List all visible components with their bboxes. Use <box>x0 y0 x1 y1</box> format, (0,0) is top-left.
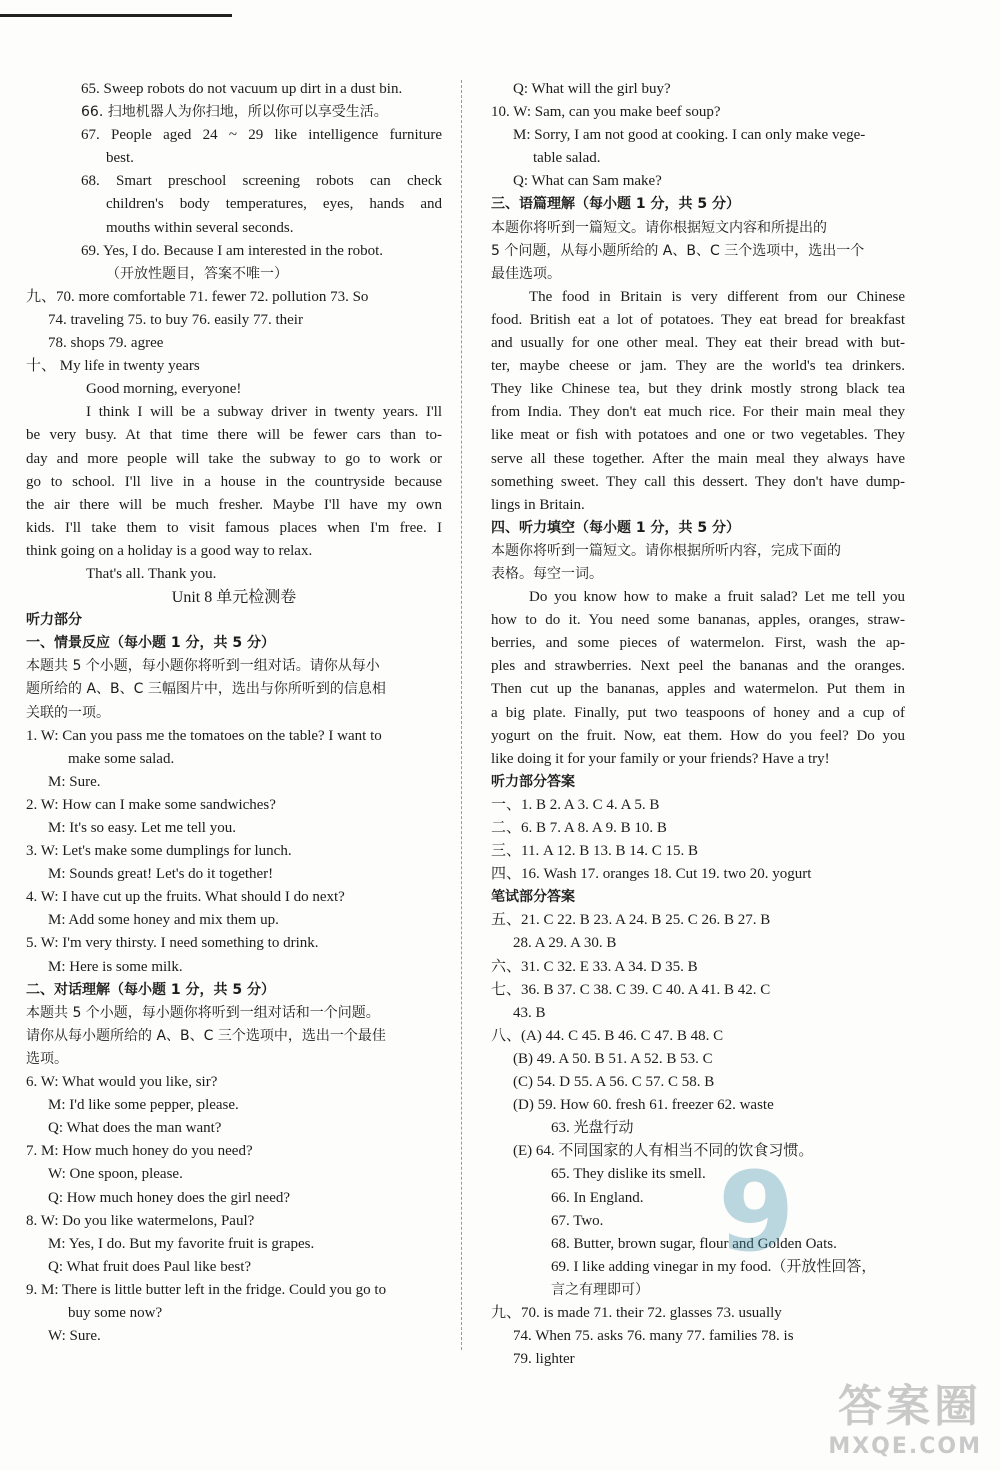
left-line-6: mouths within several seconds. <box>106 219 294 236</box>
right-line-15: like meat or fish with potatoes and one or two vegetables. They <box>491 427 905 444</box>
right-line-23: how to do it. You need some bananas, apples, oranges, straw- <box>491 612 905 629</box>
right-line-28: yogurt on the fruit. Now, eat them. How do you feel? Do you <box>491 727 905 744</box>
left-line-47: W: One spoon, please. <box>48 1166 183 1183</box>
left-line-22: Unit 8 单元检测卷 <box>171 589 297 607</box>
left-line-15: be very busy. At that time there will be fewer cars than to- <box>26 427 442 444</box>
left-line-35: 4. W: I have cut up the fruits. What should I do next? <box>26 889 345 906</box>
left-line-29: make some salad. <box>68 750 175 767</box>
left-line-31: 2. W: How can I make some sandwiches? <box>26 796 276 813</box>
left-line-49: 8. W: Do you like watermelons, Paul? <box>26 1212 255 1229</box>
left-line-46: 7. M: How much honey do you need? <box>26 1143 253 1160</box>
left-column <box>26 78 442 1348</box>
right-line-21: 表格。每空一词。 <box>491 565 603 582</box>
left-line-7: 69. Yes, I do. Because I am interested in the robot. <box>81 242 384 259</box>
right-line-11: and usually for one other meal. They eat their bread with but- <box>491 335 905 352</box>
right-line-24: berries, and some pieces of watermelon. First, wash the ap- <box>491 635 905 652</box>
right-line-26: Then cut up the bananas, apples and watermelon. Put them in <box>491 681 905 698</box>
watermark <box>828 1370 982 1459</box>
right-line-52: 言之有理即可） <box>551 1281 649 1298</box>
watermark-title: 答案圈 <box>838 1381 982 1432</box>
right-line-2: M: Sorry, I am not good at cooking. I can only make vege- <box>513 127 866 144</box>
left-line-10: 74. traveling 75. to buy 76. easily 77. their <box>48 311 303 328</box>
right-column <box>491 78 905 1371</box>
header-rule <box>0 14 232 17</box>
right-line-4: Q: What can Sam make? <box>513 173 662 190</box>
right-line-36: 五、21. C 22. B 23. A 24. B 25. C 26. B 27. B <box>491 912 771 929</box>
right-line-5: 三、语篇理解（每小题 1 分，共 5 分） <box>491 196 740 213</box>
right-line-17: something sweet. They call this dessert. They don't have dump- <box>491 473 905 490</box>
right-line-39: 七、36. B 37. C 38. C 39. C 40. A 41. B 42. C <box>491 981 771 998</box>
right-line-47: 65. They dislike its smell. <box>551 1166 706 1183</box>
left-line-53: buy some now? <box>68 1304 163 1321</box>
left-line-2: 67. People aged 24 ~ 29 like intelligence furniture <box>81 127 442 144</box>
right-line-54: 74. When 75. asks 76. many 77. families 78. is <box>513 1328 794 1345</box>
left-line-3: best. <box>106 150 134 167</box>
right-line-27: a big plate. Finally, put two teaspoons of honey and a cup of <box>491 704 905 721</box>
right-line-41: 八、(A) 44. C 45. B 46. C 47. B 48. C <box>491 1027 724 1044</box>
left-line-38: M: Here is some milk. <box>48 958 183 975</box>
left-line-13: Good morning, everyone! <box>86 381 242 398</box>
right-line-46: (E) 64. 不同国家的人有相当不同的饮食习惯。 <box>513 1143 814 1160</box>
watermark-url: MXQE.COM <box>828 1434 982 1459</box>
left-line-32: M: It's so easy. Let me tell you. <box>48 820 236 836</box>
right-line-6: 本题你将听到一篇短文。请你根据短文内容和所提出的 <box>491 219 827 236</box>
left-line-18: the air there will be much fresher. Maybe I'll have my own <box>26 496 442 513</box>
left-line-26: 题所给的 A、B、C 三幅图片中，选出与你所听到的信息相 <box>26 681 386 698</box>
right-line-55: 79. lighter <box>513 1351 575 1368</box>
right-line-10: food. British eat a lot of potatoes. They eat bread for breakfast <box>491 311 905 328</box>
right-line-35: 笔试部分答案 <box>491 889 575 906</box>
left-line-9: 九、70. more comfortable 71. fewer 72. pollution 73. So <box>26 288 369 305</box>
page-number: 9 <box>718 1148 795 1276</box>
right-line-37: 28. A 29. A 30. B <box>513 935 617 952</box>
left-line-0: 65. Sweep robots do not vacuum up dirt in a dust bin. <box>81 81 403 97</box>
essay-title-line: 十、 My life in twenty years <box>26 358 200 375</box>
right-line-38: 六、31. C 32. E 33. A 34. D 35. B <box>491 958 698 975</box>
left-line-20: think going on a holiday is a good way to relax. <box>26 542 313 559</box>
right-line-34: 四、16. Wash 17. oranges 18. Cut 19. two 20. yogurt <box>491 866 812 883</box>
left-line-43: 6. W: What would you like, sir? <box>26 1074 218 1091</box>
right-line-48: 66. In England. <box>551 1189 644 1206</box>
left-line-30: M: Sure. <box>48 773 101 790</box>
right-line-44: (D) 59. How 60. fresh 61. freezer 62. waste <box>513 1097 774 1114</box>
left-line-48: Q: How much honey does the girl need? <box>48 1189 291 1206</box>
left-line-44: M: I'd like some pepper, please. <box>48 1097 239 1114</box>
left-line-34: M: Sounds great! Let's do it together! <box>48 866 274 883</box>
left-line-50: M: Yes, I do. But my favorite fruit is grapes. <box>48 1235 315 1252</box>
right-line-13: They like Chinese tea, but they drink mostly strong black tea <box>491 381 905 398</box>
right-line-12: ter, maybe cheese or jam. They are the world's tea drinkers. <box>491 358 905 375</box>
right-line-50: 68. Butter, brown sugar, flour and Golden Oats. <box>551 1235 837 1252</box>
right-line-7: 5 个问题，从每小题所给的 A、B、C 三个选项中，选出一个 <box>491 242 865 259</box>
left-line-24: 一、情景反应（每小题 1 分，共 5 分） <box>26 635 275 652</box>
right-line-9: The food in Britain is very different from our Chinese <box>529 288 905 305</box>
left-line-17: go to school. I'll live in a house in the countryside because <box>26 473 442 490</box>
right-line-20: 本题你将听到一篇短文。请你根据所听内容，完成下面的 <box>491 542 841 559</box>
left-line-19: kids. I'll take them to visit famous places when I'm free. I <box>26 519 442 536</box>
right-line-1: 10. W: Sam, can you make beef soup? <box>491 104 721 121</box>
left-line-45: Q: What does the man want? <box>48 1120 222 1137</box>
right-line-19: 四、听力填空（每小题 1 分，共 5 分） <box>491 519 740 536</box>
left-line-16: day and more people will take the subway to go to work or <box>26 450 442 467</box>
right-line-18: lings in Britain. <box>491 496 585 513</box>
right-line-3: table salad. <box>533 150 601 167</box>
left-line-37: 5. W: I'm very thirsty. I need something to drink. <box>26 935 319 952</box>
right-line-33: 三、11. A 12. B 13. B 14. C 15. B <box>491 843 698 860</box>
right-line-8: 最佳选项。 <box>491 265 561 282</box>
left-line-23: 听力部分 <box>26 612 82 629</box>
left-line-25: 本题共 5 个小题，每小题你将听到一组对话。请你从每小 <box>26 658 380 675</box>
right-line-32: 二、6. B 7. A 8. A 9. B 10. B <box>491 820 667 836</box>
right-line-14: from India. They don't eat much rice. For their main meal they <box>491 404 905 421</box>
right-line-53: 九、70. is made 71. their 72. glasses 73. usually <box>491 1304 782 1321</box>
left-line-27: 关联的一项。 <box>26 704 110 721</box>
left-line-41: 请你从每小题所给的 A、B、C 三个选项中，选出一个最佳 <box>26 1027 386 1044</box>
right-line-42: (B) 49. A 50. B 51. A 52. B 53. C <box>513 1050 713 1067</box>
left-line-40: 本题共 5 个小题，每小题你将听到一组对话和一个问题。 <box>26 1004 380 1021</box>
left-line-54: W: Sure. <box>48 1328 101 1345</box>
right-line-31: 一、1. B 2. A 3. C 4. A 5. B <box>491 796 660 813</box>
left-line-36: M: Add some honey and mix them up. <box>48 912 279 929</box>
left-line-52: 9. M: There is little butter left in the fridge. Could you go to <box>26 1281 387 1298</box>
column-divider <box>461 80 462 1350</box>
left-line-5: children's body temperatures, eyes, hands and <box>106 196 442 213</box>
left-line-4: 68. Smart preschool screening robots can check <box>81 173 442 190</box>
right-line-45: 63. 光盘行动 <box>551 1120 634 1137</box>
right-line-29: like doing it for your family or your friends? Have a try! <box>491 750 830 767</box>
left-line-11: 78. shops 79. agree <box>48 335 164 352</box>
right-line-16: serve all these together. After the main meal they always have <box>491 450 905 467</box>
left-line-28: 1. W: Can you pass me the tomatoes on the table? I want to <box>26 727 382 744</box>
right-line-49: 67. Two. <box>551 1212 604 1229</box>
left-line-33: 3. W: Let's make some dumplings for lunch. <box>26 843 292 860</box>
left-line-1: 66. 扫地机器人为你扫地，所以你可以享受生活。 <box>81 104 388 121</box>
right-line-40: 43. B <box>513 1004 546 1021</box>
right-line-22: Do you know how to make a fruit salad? Let me tell you <box>529 589 905 606</box>
left-line-21: That's all. Thank you. <box>86 565 217 582</box>
right-line-30: 听力部分答案 <box>491 773 575 790</box>
left-line-8: （开放性题目，答案不唯一） <box>106 265 288 282</box>
left-line-39: 二、对话理解（每小题 1 分，共 5 分） <box>26 981 275 998</box>
right-line-51: 69. I like adding vinegar in my food.（开放性回答， <box>551 1258 877 1275</box>
left-line-51: Q: What fruit does Paul like best? <box>48 1258 252 1275</box>
right-line-25: ples and strawberries. Next peel the bananas and the oranges. <box>491 658 905 675</box>
left-line-42: 选项。 <box>26 1050 68 1067</box>
right-line-0: Q: What will the girl buy? <box>513 81 671 97</box>
left-line-14: I think I will be a subway driver in twenty years. I'll <box>86 404 442 421</box>
right-line-43: (C) 54. D 55. A 56. C 57. C 58. B <box>513 1074 715 1091</box>
